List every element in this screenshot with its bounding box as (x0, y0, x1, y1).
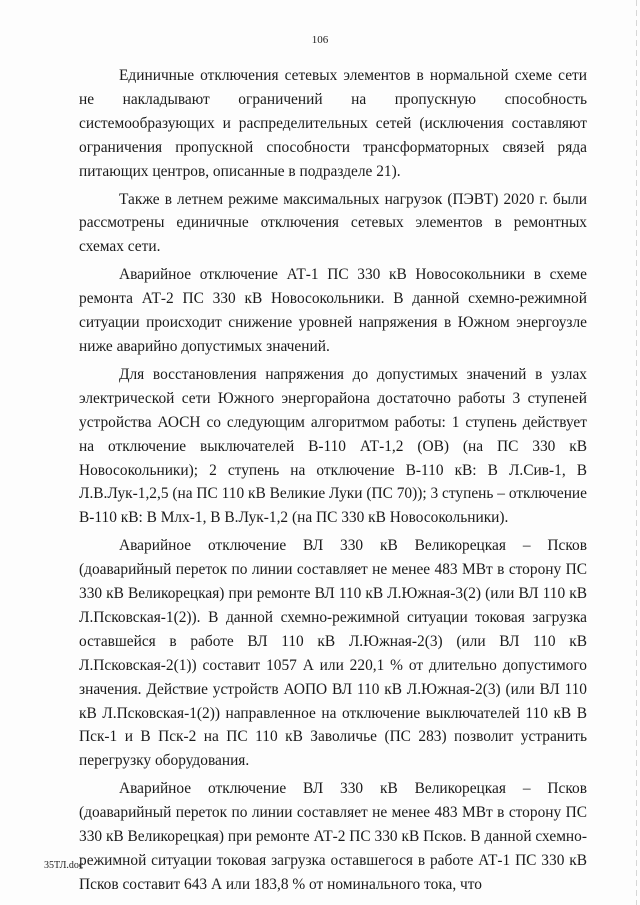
paragraph: Аварийное отключение ВЛ 330 кВ Великорецкая – Псков (доаварийный переток по линии составляет не менее 483 МВт в сторону ПС 330 кВ Великорецкая) при ремонте ВЛ 110 кВ Л.Южная-3(2) (или ВЛ 110 кВ Л.Псковская-1(2)). В данной схемно-режимной ситуации токовая загрузка оставшейся в работе ВЛ 110 кВ Л.Южная-2(3) (или ВЛ 110 кВ Л.Псковская-2(1)) составит 1057 А или 220,1 % от длительно допустимого значения. Действие устройств АОПО ВЛ 110 кВ Л.Южная-2(3) (или ВЛ 110 кВ Л.Псковская-1(2)) направленное на отключение выключателей 110 кВ В Пск-1 и В Пск-2 на ПС 110 кВ Заволичье (ПС 283) позволит устранить перегрузку оборудования. (79, 537, 587, 770)
paragraph: Единичные отключения сетевых элементов в нормальной схеме сети не накладывают ограничений на пропускную способность системообразующих и распределительных сетей (исключения составляют ограничения пропускной способности трансформаторных связей ряда питающих центров, описанные в подразделе 21). (79, 67, 587, 180)
paragraph: Аварийное отключение ВЛ 330 кВ Великорецкая – Псков (доаварийный переток по линии составляет не менее 483 МВт в сторону ПС 330 кВ Великорецкая) при ремонте АТ-2 ПС 330 кВ Псков. В данной схемно-режимной ситуации токовая загрузка оставшегося в работе АТ-1 ПС 330 кВ Псков составит 643 А или 183,8 % от номинального тока, что (79, 780, 587, 893)
document-body (79, 64, 587, 901)
paragraph: Также в летнем режиме максимальных нагрузок (ПЭВТ) 2020 г. были рассмотрены единичные отключения сетевых элементов в ремонтных схемах сети. (79, 190, 587, 256)
page-number: 106 (311, 34, 329, 46)
paragraph: Аварийное отключение АТ-1 ПС 330 кВ Новосокольники в схеме ремонта АТ-2 ПС 330 кВ Новосокольники. В данной схемно-режимной ситуации происходит снижение уровней напряжения в Южном энергоузле ниже аварийно допустимых значений. (79, 266, 587, 355)
page-edge-shadow (636, 0, 637, 905)
paragraph: Для восстановления напряжения до допустимых значений в узлах электрической сети Южного энергорайона достаточно работы 3 ступеней устройства АОСН со следующим алгоритмом работы: 1 ступень действует на отключение выключателей В-110 АТ-1,2 (ОВ) (на ПС 330 кВ Новосокольники); 2 ступень на отключение В-110 кВ: В Л.Сив-1, В Л.В.Лук-1,2,5 (на ПС 110 кВ Великие Луки (ПС 70)); 3 ступень – отключение В-110 кВ: В Млх-1, В В.Лук-1,2 (на ПС 330 кВ Новосокольники). (79, 365, 587, 527)
footer-filename: 35ТЛ.doc (44, 860, 84, 871)
